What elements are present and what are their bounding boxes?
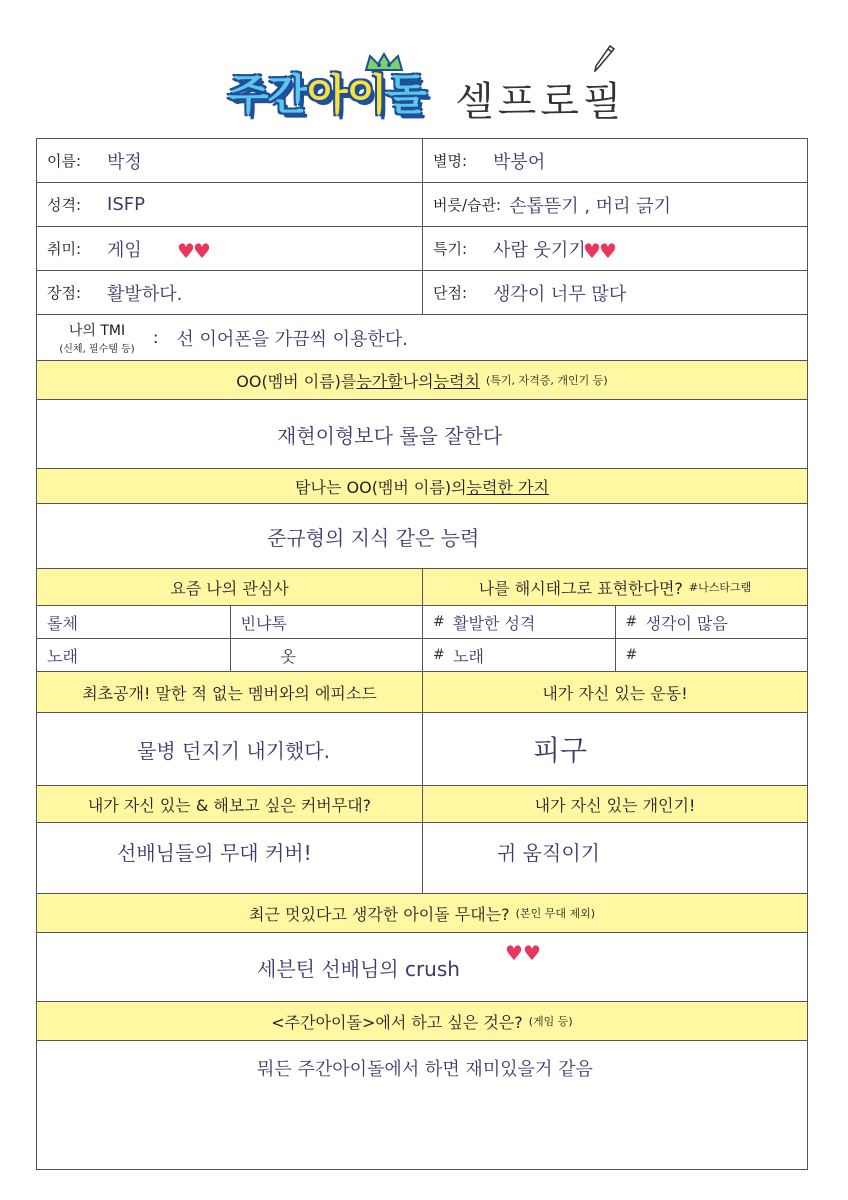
interest-item: [230, 606, 423, 638]
hashtag-item-text: 노래: [453, 646, 484, 666]
covet-answer-text: 준규형의 지식 같은 능력: [267, 525, 480, 550]
nickname-label: 별명:: [433, 152, 468, 170]
logo: [228, 62, 426, 122]
tmi-field: [37, 315, 807, 360]
sport-title: [422, 672, 807, 712]
weakness-field: [422, 271, 807, 314]
hashtag-item: [422, 606, 615, 638]
cover-answer-text: 선배님들의 무대 커버!: [117, 841, 312, 865]
interest-item: [37, 639, 230, 671]
gag-title-text: 내가 자신 있는 개인기!: [534, 795, 696, 815]
interest-item-text: 롤체: [47, 613, 78, 633]
habit-label: 버릇/습관:: [433, 196, 502, 214]
personality-label: 성격:: [47, 196, 82, 214]
cover-answer: [37, 823, 422, 893]
gag-answer-text: 귀 움직이기: [497, 841, 600, 865]
idol-stage-title-note: (본인 무대 제외): [515, 907, 596, 920]
idol-stage-title: [37, 894, 807, 932]
logo-part2: 아이: [307, 70, 387, 119]
weekly-title: [37, 1002, 807, 1040]
surpass-answer-text: 재현이형보다 롤을 잘한다: [277, 423, 503, 448]
covet-title-part2: 능력: [466, 477, 498, 497]
interest-item-text: 빈냐톡: [240, 613, 287, 633]
nickname-field: [422, 139, 807, 182]
hashtag-item-text: 생각이 많음: [645, 613, 728, 633]
surpass-title-note: (특기, 자격증, 개인기 등): [486, 374, 608, 387]
sport-title-text: 내가 자신 있는 운동!: [542, 683, 688, 703]
surpass-title-part2: 능가할: [356, 371, 403, 391]
episode-answer: [37, 713, 422, 785]
sport-answer-text: 피구: [533, 734, 588, 767]
weakness-label: 단점:: [433, 284, 468, 302]
gag-answer: [422, 823, 807, 893]
pencil-icon: [592, 42, 618, 72]
heart-icon: ♥: [193, 239, 211, 263]
weekly-answer-text: 뭐든 주간아이돌에서 하면 재미있을거 같음: [257, 1059, 593, 1080]
episode-answer-text: 물병 던지기 내기했다.: [137, 738, 330, 763]
surpass-title-part4: 능력치: [433, 371, 480, 391]
interests-title: [37, 569, 422, 605]
idol-stage-title-text: 최근 멋있다고 생각한 아이돌 무대는?: [248, 904, 510, 924]
hashtags-title-note: #나스타그램: [688, 581, 752, 594]
profile-form: [36, 138, 808, 1170]
weekly-title-text: <주간아이돌>에서 하고 싶은 것은?: [271, 1012, 523, 1032]
surpass-title-part1: OO(멤버 이름)를: [236, 371, 357, 391]
strength-label: 장점:: [47, 284, 82, 302]
interest-item-text: 노래: [47, 646, 78, 666]
cover-title-text: 내가 자신 있는 & 해보고 싶은 커버무대?: [87, 795, 372, 815]
talent-value: 사람 웃기기: [493, 239, 586, 261]
hobby-field: [37, 227, 422, 270]
surpass-title-part3: 나의: [402, 371, 434, 391]
personality-value: ISFP: [107, 194, 145, 215]
tmi-value: 선 이어폰을 가끔씩 이용한다.: [176, 328, 408, 350]
covet-title-part1: 탐나는 OO(멤버 이름)의: [295, 477, 467, 497]
nickname-value: 박붕어: [493, 151, 546, 173]
weakness-value: 생각이 너무 많다: [493, 283, 627, 305]
logo-part3: 돌: [386, 70, 426, 119]
hashtag-item: [615, 639, 808, 671]
hashtag-item-text: 활발한 성격: [453, 613, 536, 633]
hobby-label: 취미:: [47, 240, 82, 258]
interest-item: [230, 639, 423, 671]
covet-title: [37, 469, 807, 503]
hashtag-item: [422, 639, 615, 671]
personality-field: [37, 183, 422, 226]
surpass-title: [37, 361, 807, 399]
strength-field: [37, 271, 422, 314]
talent-field: [422, 227, 807, 270]
tmi-label: 나의 TMI: [68, 323, 126, 339]
interest-item-text: 옷: [280, 646, 296, 666]
heart-icon: ♥: [505, 941, 523, 965]
hash-symbol: #: [625, 614, 638, 630]
hashtag-item: [615, 606, 808, 638]
hash-symbol: #: [625, 647, 638, 663]
name-value: 박정: [107, 151, 142, 173]
episode-title: [37, 672, 422, 712]
sport-answer: [422, 713, 807, 785]
hobby-value: 게임: [107, 239, 142, 261]
talent-label: 특기:: [433, 240, 468, 258]
heart-icon: ♥: [177, 239, 195, 263]
hashtags-title: [422, 569, 807, 605]
hash-symbol: #: [433, 647, 445, 663]
name-field: [37, 139, 422, 182]
name-label: 이름:: [47, 152, 82, 170]
heart-icon: ♥: [583, 239, 601, 263]
heart-icon: ♥: [599, 239, 617, 263]
habit-value: 손톱뜯기 , 머리 긁기: [509, 195, 672, 217]
strength-value: 활발하다.: [107, 283, 183, 305]
tmi-colon: :: [153, 328, 159, 347]
habit-field: [422, 183, 807, 226]
episode-title-text: 최초공개! 말한 적 없는 멤버와의 에피소드: [82, 683, 377, 703]
covet-answer: [37, 504, 807, 568]
weekly-title-note: (게임 등): [528, 1015, 573, 1028]
page-title: 셀프로필: [455, 79, 626, 125]
hashtags-title-text: 나를 해시태그로 표현한다면?: [478, 578, 683, 598]
tmi-sublabel: (신체, 필수템 등): [59, 344, 135, 355]
hash-symbol: #: [433, 614, 445, 630]
idol-stage-answer-text: 세븐틴 선배님의 crush: [257, 956, 460, 981]
header: [0, 0, 848, 140]
weekly-answer: [37, 1041, 807, 1169]
logo-part1: 주간: [228, 70, 308, 119]
surpass-answer: [37, 400, 807, 468]
gag-title: [422, 786, 807, 822]
interest-item: [37, 606, 230, 638]
heart-icon: ♥: [523, 941, 541, 965]
interests-title-text: 요즘 나의 관심사: [170, 578, 289, 598]
idol-stage-answer: [37, 933, 807, 1001]
cover-title: [37, 786, 422, 822]
covet-title-part4: 한 가지: [497, 477, 549, 497]
